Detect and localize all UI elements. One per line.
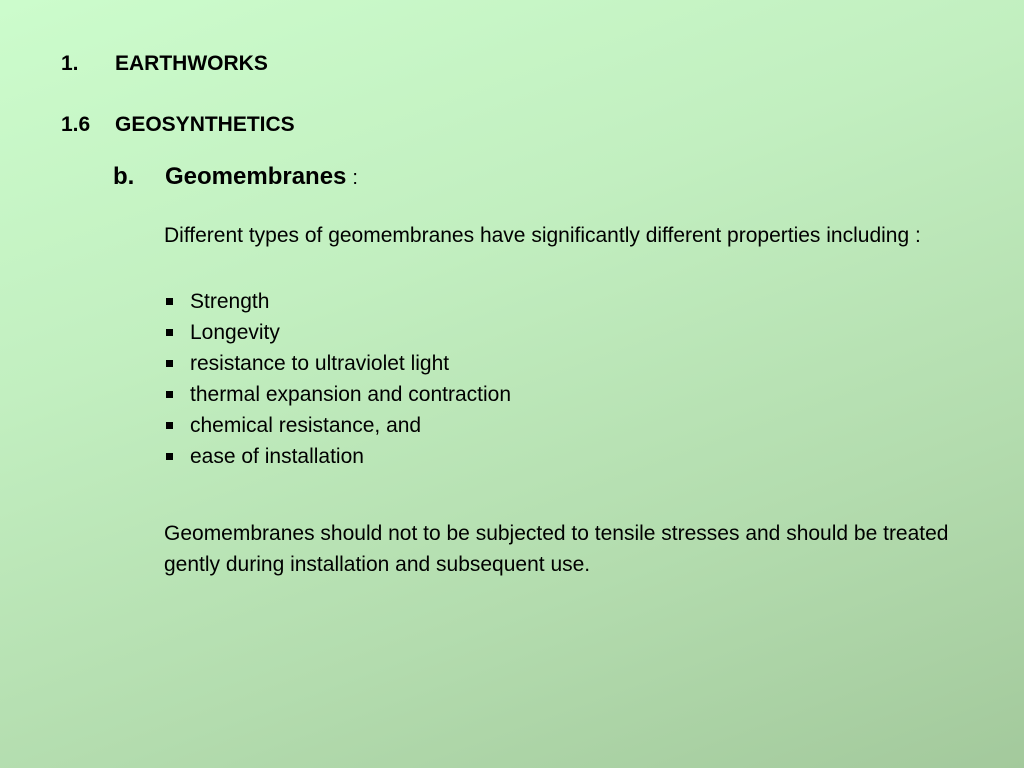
properties-list (164, 286, 511, 472)
section-title: GEOSYNTHETICS (115, 113, 295, 136)
list-item (164, 286, 511, 317)
subsection-title: Geomembranes (165, 163, 347, 190)
intro-paragraph: Different types of geomembranes have significantly different properties including : (164, 224, 921, 247)
square-bullet-icon (166, 453, 173, 460)
subsection-letter: b. (113, 163, 135, 190)
list-item-text: thermal expansion and contraction (190, 383, 512, 406)
list-item-text: resistance to ultraviolet light (190, 352, 450, 375)
section-title: EARTHWORKS (115, 52, 268, 75)
list-item-text: Strength (190, 290, 270, 313)
square-bullet-icon (166, 360, 173, 367)
list-item-text: chemical resistance, and (190, 414, 422, 437)
list-item (164, 441, 511, 472)
list-item-text: ease of installation (190, 445, 364, 468)
closing-paragraph: Geomembranes should not to be subjected to tensile stresses and should be treated gently during installation and subsequent use. (164, 522, 949, 576)
list-item (164, 379, 511, 410)
square-bullet-icon (166, 391, 173, 398)
list-item (164, 317, 511, 348)
section-number: 1.6 (61, 113, 91, 136)
square-bullet-icon (166, 422, 173, 429)
list-item-text: Longevity (190, 321, 280, 344)
square-bullet-icon (166, 298, 173, 305)
section-number: 1. (61, 52, 79, 75)
square-bullet-icon (166, 329, 173, 336)
list-item (164, 348, 511, 379)
subsection-title-wrap (165, 162, 358, 193)
list-item (164, 410, 511, 441)
subsection-colon: : (352, 167, 358, 189)
